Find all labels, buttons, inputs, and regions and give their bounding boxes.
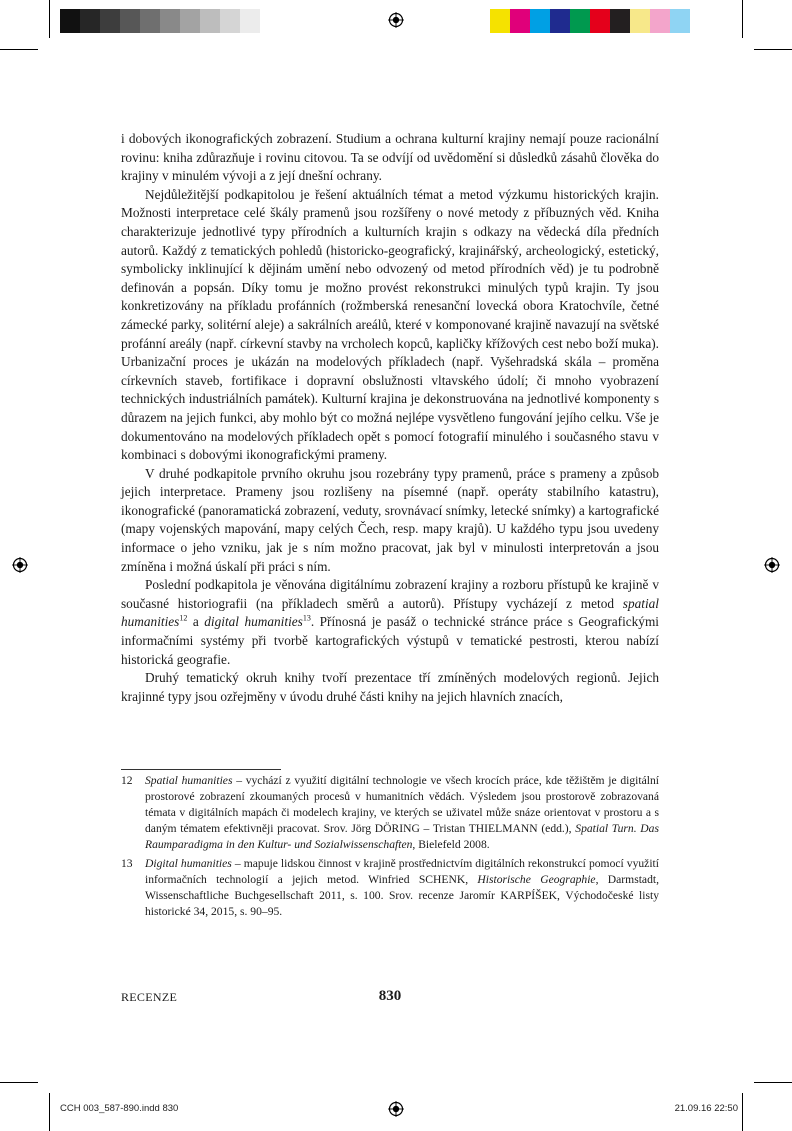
- footnote-text: [145, 773, 659, 853]
- process-color-bar: [490, 9, 690, 33]
- registration-mark-icon: [12, 557, 28, 573]
- color-swatch: [220, 9, 240, 33]
- color-swatch: [670, 9, 690, 33]
- color-swatch: [550, 9, 570, 33]
- paragraph: i dobových ikonografických zobrazení. Studium a ochrana kulturní krajiny nemají pouze racionální rovinu: kniha zdůrazňuje i rovinu citovou. Ta se odvíjí od uvědomění si důsledků zásahů člověka do krajiny v minulém vývoji a z její dnešní ochrany.: [121, 131, 659, 184]
- color-swatch: [140, 9, 160, 33]
- crop-mark: [742, 0, 743, 38]
- color-swatch: [200, 9, 220, 33]
- footnotes: [121, 773, 659, 923]
- color-swatch: [160, 9, 180, 33]
- crop-mark: [0, 49, 38, 50]
- paragraph: Nejdůležitější podkapitolou je řešení aktuálních témat a metod výzkumu historických krajin. Možnosti interpretace celé škály pramenů jsou rozšířeny o nové metody z příbuzných věd. Kniha charakterizuje jednotlivé typy přírodních a kulturních krajin s odkazy na vědecká díla předních autorů. Každý z tematických pohledů (historicko-geografický, krajinářský, archeologický, estetický, symbolicky inklinující k dějinám umění nebo odvozený od metod přírodních věd) je tu podrobně definován a popsán. Díky tomu je možno provést rekonstrukci minulých typů krajin. Ty jsou konkretizovány na příkladu profánních (rožmberská renesanční lovecká obora Kratochvíle, četné zámecké parky, solitérní aleje) a sakrálních areálů, které v komponované krajině navazují na světské profánní areály (např. církevní stavby na vrcholech kopců, kapličky křížových cest nebo boží muka). Urbanizační proces je ukázán na modelových příkladech (např. Vyšehradská skála – proměna církevních staveb, fortifikace i dopravní obslužnosti vltavského údolí; či mnoho vyobrazení technických industriálních památek). Kulturní krajina je dekonstruována na jednotlivé komponenty s důrazem na jejich funkci, aby mohlo být co možná nejlépe vysvětleno fungování jejího celku. Vše je dokumentováno na modelových příkladech opět s pomocí fotografií minulého i současného stavu v kombinaci s dobovými ikonografickými prameny.: [121, 186, 659, 463]
- footnote-term: Spatial humanities: [145, 774, 233, 787]
- footnote: [121, 773, 659, 853]
- footnote-text: [145, 856, 659, 920]
- cited-title: Historische Geographie: [477, 873, 596, 886]
- footnote-number: 12: [121, 774, 133, 787]
- color-swatch: [590, 9, 610, 33]
- paragraph: Druhý tematický okruh knihy tvoří prezentace tří zmíněných modelových regionů. Jejich krajinné typy jsou ozřejměny v úvodu druhé části knihy na jejich hlavních znacích,: [121, 670, 659, 704]
- footnote-reference[interactable]: 12: [179, 614, 188, 624]
- color-swatch: [630, 9, 650, 33]
- text-run: . Přínosná je pasáž o technické stránce práce s Geografickými informačními systémy při tvorbě kartografických výstupů v tematické pestrosti, kterou nabízí historická geografie.: [121, 614, 659, 667]
- slug-timestamp: 21.09.16 22:50: [674, 1103, 738, 1114]
- crop-mark: [754, 49, 792, 50]
- text-run: – vychází z využití digitální technologie ve všech krocích práce, kde těžištěm je digitální prostorové zobrazení zkoumaných procesů v humanitních vědách. Výsledem jsou prostorově zobrazovaná témata v digitálních mapách či modelech krajiny, ve kterých se uživatel může snáze orientovat v prostoru a s daným tématem efektivněji pracovat. Srov. Jörg DÖRING – Tristan THIELMANN (edd.),: [145, 774, 659, 835]
- color-swatch: [490, 9, 510, 33]
- main-text: [121, 130, 659, 706]
- color-swatch: [650, 9, 670, 33]
- color-swatch: [510, 9, 530, 33]
- color-swatch: [570, 9, 590, 33]
- text-run: Poslední podkapitola je věnována digitálnímu zobrazení krajiny a rozboru přístupů ke krajině v současné historiografii (na příkladech směrů a autorů). Přístupy vycházejí z metod: [121, 577, 659, 611]
- italic-term: spatial humanities: [121, 595, 659, 630]
- color-swatch: [100, 9, 120, 33]
- color-swatch: [610, 9, 630, 33]
- section-label: RECENZE: [121, 990, 178, 1004]
- crop-mark: [0, 1082, 38, 1083]
- crop-mark: [49, 1093, 50, 1131]
- crop-mark: [754, 1082, 792, 1083]
- footnote: [121, 856, 659, 920]
- color-swatch: [240, 9, 260, 33]
- color-swatch: [60, 9, 80, 33]
- footnote-number: 13: [121, 857, 133, 870]
- color-swatch: [530, 9, 550, 33]
- grayscale-color-bar: [60, 9, 260, 33]
- registration-mark-icon: [388, 12, 404, 28]
- text-run: , Darmstadt, Wissenschaftliche Buchgesellschaft 2011, s. 100. Srov. recenze Jaromír KARPÍŠEK, Východočeské listy historické 34, 2015, s. 90–95.: [145, 873, 659, 918]
- text-run: – mapuje lidskou činnost v krajině prostřednictvím digitálních rekonstrukcí pomocí využití informačních technologií a jejich metod. Winfried SCHENK,: [145, 857, 659, 886]
- page-number: 830: [378, 988, 402, 1004]
- cited-title: Spatial Turn. Das Raumparadigma in den Kultur- und Sozialwissenschaften: [145, 822, 659, 851]
- footnote-term: Digital humanities: [145, 857, 232, 870]
- running-footer: [121, 988, 659, 1008]
- registration-mark-icon: [388, 1101, 404, 1117]
- color-swatch: [120, 9, 140, 33]
- text-run: a: [187, 614, 205, 630]
- paragraph: [121, 576, 659, 669]
- paragraph: V druhé podkapitole prvního okruhu jsou rozebrány typy pramenů, práce s prameny a způsob jejich interpretace. Prameny jsou rozlišeny na písemné (např. operáty stabilního katastru), ikonografické (panoramatická zobrazení, veduty, srovnávací snímky, letecké snímky) a kartografické (mapy vojenských mapování, mapy celých Čech, resp. mapy krajů). U každého typu jsou uvedeny informace o jeho vzniku, jak je s ním možno pracovat, jak byl v minulosti interpretován a jsou zmíněna i možná úskalí při práci s ním.: [121, 465, 659, 574]
- text-run: , Bielefeld 2008.: [412, 838, 490, 851]
- footnote-reference[interactable]: 13: [302, 614, 311, 624]
- footnote-divider: [121, 769, 281, 770]
- slug-file-name: CCH 003_587-890.indd 830: [60, 1103, 179, 1114]
- crop-mark: [742, 1093, 743, 1131]
- color-swatch: [180, 9, 200, 33]
- crop-mark: [49, 0, 50, 38]
- color-swatch: [80, 9, 100, 33]
- italic-term: digital humanities: [204, 614, 303, 630]
- registration-mark-icon: [764, 557, 780, 573]
